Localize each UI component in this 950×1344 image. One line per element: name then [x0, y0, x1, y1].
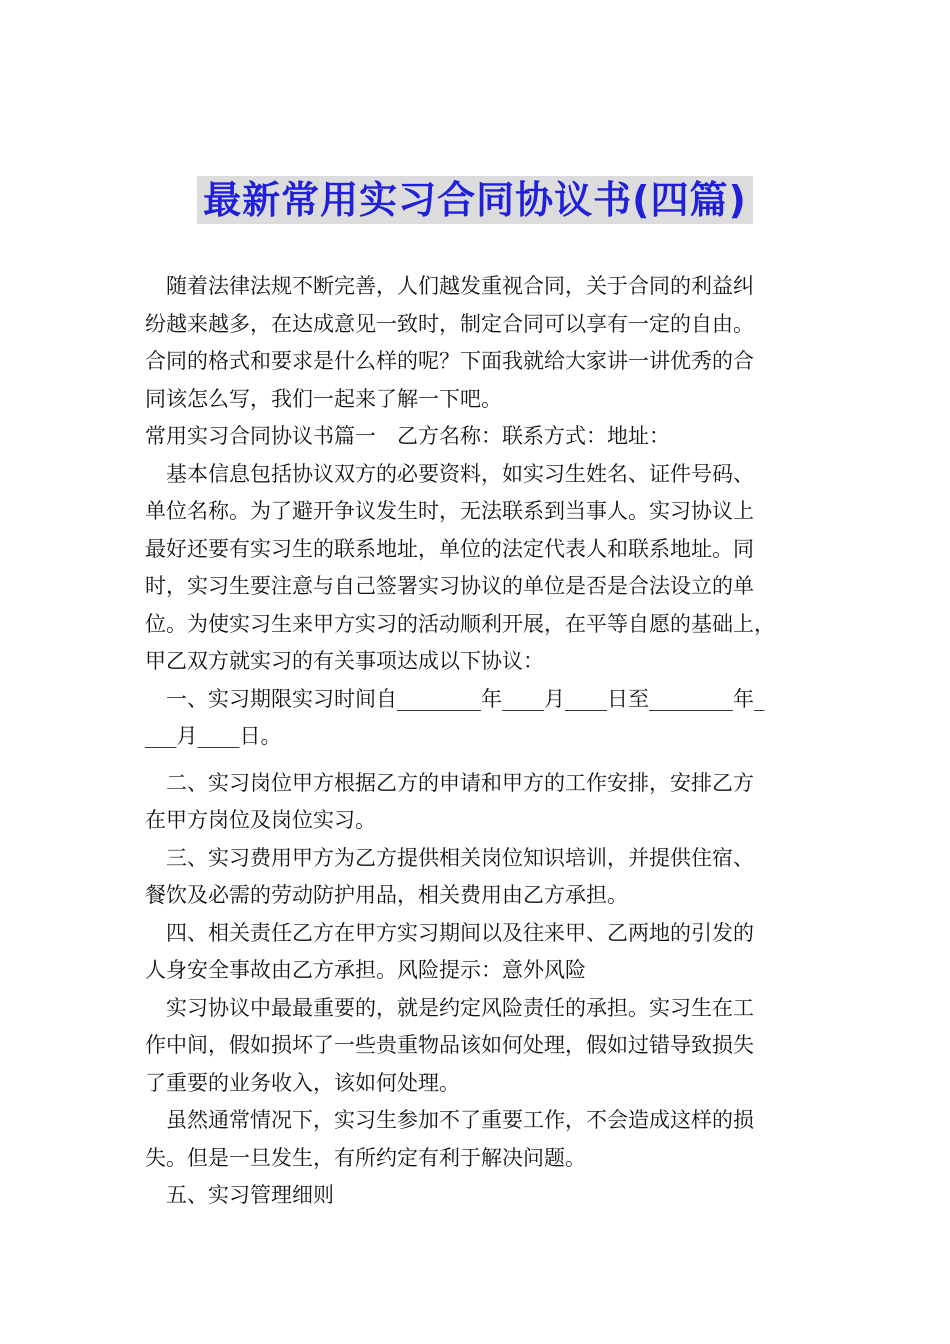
clause-line: 在甲方岗位及岗位实习。 [145, 808, 376, 832]
paragraph-line: 同该怎么写，我们一起来了解一下吧。 [145, 386, 502, 411]
paragraph-line: 时，实习生要注意与自己签署实习协议的单位是否是合法设立的单 [145, 574, 754, 598]
paragraph-line: 作中间，假如损坏了一些贵重物品该如何处理，假如过错导致损失 [145, 1033, 754, 1057]
paragraph-line: 纷越来越多，在达成意见一致时，制定合同可以享有一定的自由。 [145, 311, 754, 336]
clause-line: 一、实习期限实习时间自________年____月____日至________年_ [166, 686, 765, 711]
paragraph-line: 单位名称。为了避开争议发生时，无法联系到当事人。实习协议上 [145, 499, 754, 523]
paragraph-line: 实习协议中最最重要的，就是约定风险责任的承担。实习生在工 [166, 995, 754, 1020]
section-heading: 常用实习合同协议书篇一 乙方名称：联系方式：地址： [145, 424, 670, 448]
paragraph-line: 位。为使实习生来甲方实习的活动顺利开展，在平等自愿的基础上， [145, 611, 775, 636]
document-body [145, 268, 810, 1215]
paragraph-line: 基本信息包括协议双方的必要资料，如实习生姓名、证件号码、 [166, 461, 754, 486]
clause-line: ___月____日。 [145, 724, 282, 748]
clause-line: 四、相关责任乙方在甲方实习期间以及往来甲、乙两地的引发的 [166, 920, 754, 945]
clause-line: 五、实习管理细则 [166, 1183, 334, 1207]
paragraph-line: 合同的格式和要求是什么样的呢？下面我就给大家讲一讲优秀的合 [145, 349, 754, 373]
paragraph-line: 甲乙双方就实习的有关事项达成以下协议： [145, 649, 544, 673]
paragraph-line: 失。但是一旦发生，有所约定有利于解决问题。 [145, 1145, 586, 1170]
paragraph-line: 了重要的业务收入，该如何处理。 [145, 1070, 460, 1095]
clause-line: 三、实习费用甲方为乙方提供相关岗位知识培训，并提供住宿、 [166, 845, 754, 870]
clause-line: 二、实习岗位甲方根据乙方的申请和甲方的工作安排，安排乙方 [166, 770, 754, 795]
paragraph-line: 最好还要有实习生的联系地址，单位的法定代表人和联系地址。同 [145, 536, 754, 561]
document-title: 最新常用实习合同协议书(四篇) [197, 176, 753, 224]
paragraph-line: 虽然通常情况下，实习生参加不了重要工作，不会造成这样的损 [166, 1108, 754, 1132]
clause-line: 餐饮及必需的劳动防护用品，相关费用由乙方承担。 [145, 883, 628, 907]
title-area [0, 176, 950, 224]
clause-line: 人身安全事故由乙方承担。风险提示：意外风险 [145, 958, 586, 982]
paragraph-line: 随着法律法规不断完善，人们越发重视合同，关于合同的利益纠 [166, 274, 754, 298]
